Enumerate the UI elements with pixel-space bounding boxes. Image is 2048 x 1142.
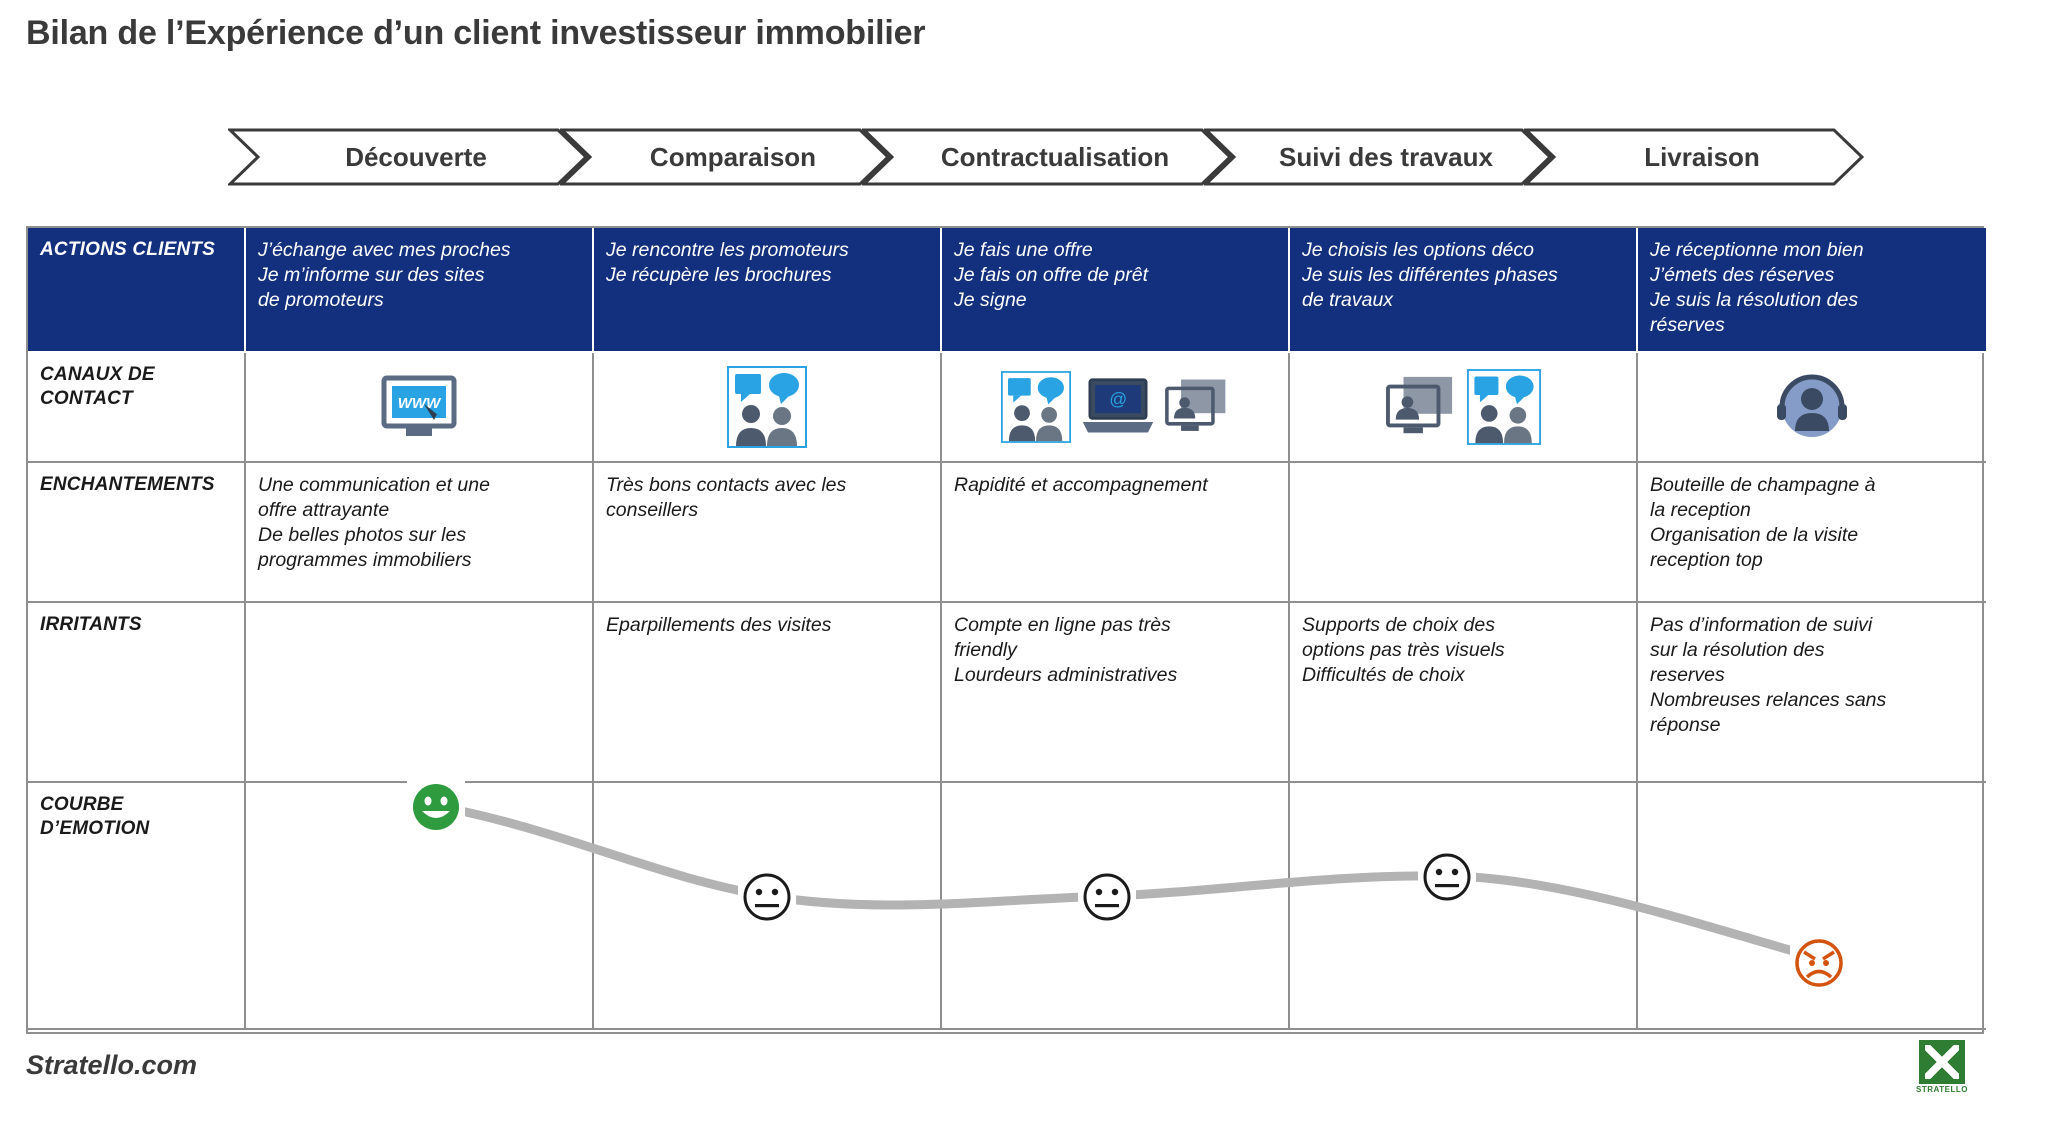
- cell-actions-delivery: [1638, 228, 1986, 353]
- svg-text:WWW: WWW: [397, 395, 441, 412]
- text-line: D’EMOTION: [40, 818, 150, 840]
- cell-pain-discovery: [246, 603, 594, 783]
- text-line: Compte en ligne pas très: [954, 614, 1171, 636]
- text-line: Je choisis les options déco: [1302, 239, 1534, 261]
- website-icon: [380, 374, 458, 440]
- text-line: Très bons contacts avec les: [606, 474, 847, 496]
- text-line: Organisation de la visite: [1650, 523, 1859, 546]
- text-line: Lourdeurs administratives: [954, 663, 1178, 686]
- cell-pain-comparison: [594, 603, 942, 783]
- cell-actions-works: [1290, 228, 1638, 353]
- text-line: Je signe: [954, 288, 1027, 311]
- laptop-email-icon: [1081, 376, 1155, 438]
- text-line: Je m’informe sur des sites: [258, 263, 485, 286]
- text-line: COURBE: [40, 794, 124, 815]
- phase-label: Découverte: [345, 141, 487, 172]
- cell-channels-delivery: [1638, 353, 1986, 463]
- cell-delights-delivery: [1638, 463, 1986, 603]
- cell-channels-comparison: [594, 353, 942, 463]
- text-line: Je fais une offre: [954, 239, 1093, 261]
- text-line: programmes immobiliers: [258, 548, 472, 571]
- cell-emotion-comparison: [594, 783, 942, 1030]
- cell-emotion-discovery: [246, 783, 594, 1030]
- row-label-delights: ENCHANTEMENTS: [28, 463, 246, 603]
- screens-icon: [1165, 376, 1229, 438]
- svg-text:@: @: [1109, 389, 1127, 410]
- cell-pain-delivery: [1638, 603, 1986, 783]
- brand-logo: [1914, 1040, 1970, 1102]
- text-line: de travaux: [1302, 288, 1394, 311]
- icon-group: [1638, 353, 1986, 461]
- text-line: réponse: [1650, 713, 1721, 736]
- phase-chevron-delivery[interactable]: [1524, 128, 1864, 186]
- text-line: la reception: [1650, 498, 1751, 521]
- page-title: Bilan de l’Expérience d’un client investisseur immobilier: [26, 14, 926, 52]
- text-line: options pas très visuels: [1302, 638, 1505, 661]
- table-row-emotion-curve: [28, 783, 1982, 1030]
- logo-text: STRATELLO: [1916, 1085, 1968, 1094]
- cell-delights-comparison: [594, 463, 942, 603]
- phase-label: Comparaison: [649, 141, 817, 172]
- cell-delights-discovery: [246, 463, 594, 603]
- cell-channels-works: [1290, 353, 1638, 463]
- footer-site-label: Stratello.com: [26, 1050, 198, 1080]
- cell-emotion-works: [1290, 783, 1638, 1030]
- people-chat-icon: [1001, 370, 1071, 444]
- icon-group: [594, 353, 940, 461]
- text-line: reception top: [1650, 548, 1763, 571]
- text-line: Une communication et une: [258, 474, 490, 496]
- cell-actions-discovery: [246, 228, 594, 353]
- phase-chevron-works-tracking[interactable]: [1204, 128, 1552, 186]
- text-line: conseillers: [606, 498, 699, 521]
- text-line: J’échange avec mes proches: [258, 239, 511, 261]
- cell-channels-discovery: [246, 353, 594, 463]
- text-line: CONTACT: [40, 388, 133, 410]
- phase-chevron-comparison[interactable]: [560, 128, 890, 186]
- text-line: Eparpillements des visites: [606, 614, 832, 636]
- text-line: Je récupère les brochures: [606, 263, 832, 286]
- cell-pain-contracting: [942, 603, 1290, 783]
- people-chat-icon: [1467, 369, 1541, 445]
- text-line: Difficultés de choix: [1302, 663, 1465, 686]
- text-line: sur la résolution des: [1650, 638, 1825, 661]
- cell-emotion-delivery: [1638, 783, 1986, 1030]
- text-line: Bouteille de champagne à: [1650, 474, 1876, 496]
- text-line: De belles photos sur les: [258, 523, 467, 546]
- phase-label: Suivi des travaux: [1279, 141, 1493, 172]
- text-line: Supports de choix des: [1302, 614, 1495, 636]
- row-label-channels: [28, 353, 246, 463]
- cell-actions-comparison: [594, 228, 942, 353]
- icon-group: [942, 353, 1288, 461]
- cell-pain-works: [1290, 603, 1638, 783]
- row-label-pain-points: IRRITANTS: [28, 603, 246, 783]
- phase-chevron-discovery[interactable]: [228, 128, 588, 186]
- screens-icon: [1385, 373, 1457, 441]
- icon-group: [246, 353, 592, 461]
- text-line: friendly: [954, 638, 1017, 661]
- table-row-pain-points: [28, 603, 1982, 783]
- phase-chevron-bar: [228, 128, 1980, 186]
- logo-mark-icon: [1919, 1040, 1965, 1084]
- phase-chevron-contracting[interactable]: [862, 128, 1232, 186]
- cell-delights-works: [1290, 463, 1638, 603]
- text-line: J’émets des réserves: [1650, 263, 1835, 286]
- text-line: Je rencontre les promoteurs: [606, 239, 849, 261]
- text-line: de promoteurs: [258, 288, 384, 311]
- cell-delights-contracting: [942, 463, 1290, 603]
- text-line: reserves: [1650, 663, 1725, 686]
- text-line: CANAUX DE: [40, 364, 155, 385]
- text-line: Je réceptionne mon bien: [1650, 239, 1864, 261]
- icon-group: [1290, 353, 1636, 461]
- headset-support-icon: [1769, 371, 1855, 443]
- table-row-delights: [28, 463, 1982, 603]
- text-line: Je fais on offre de prêt: [954, 263, 1149, 286]
- text-line: Pas d’information de suivi: [1650, 614, 1873, 636]
- phase-label: Livraison: [1644, 141, 1760, 172]
- text-line: Nombreuses relances sans: [1650, 688, 1887, 711]
- table-row-actions: [28, 228, 1982, 353]
- table-row-channels: [28, 353, 1982, 463]
- row-label-emotion-curve: [28, 783, 246, 1030]
- text-line: réserves: [1650, 313, 1725, 336]
- row-label-actions: ACTIONS CLIENTS: [28, 228, 246, 353]
- text-line: Je suis la résolution des: [1650, 288, 1859, 311]
- journey-table: [26, 226, 1984, 1034]
- cell-actions-contracting: [942, 228, 1290, 353]
- text-line: Rapidité et accompagnement: [954, 474, 1208, 496]
- people-chat-icon: [727, 366, 807, 448]
- cell-channels-contracting: [942, 353, 1290, 463]
- cell-emotion-contracting: [942, 783, 1290, 1030]
- phase-label: Contractualisation: [940, 141, 1170, 172]
- text-line: offre attrayante: [258, 498, 390, 521]
- text-line: Je suis les différentes phases: [1302, 263, 1558, 286]
